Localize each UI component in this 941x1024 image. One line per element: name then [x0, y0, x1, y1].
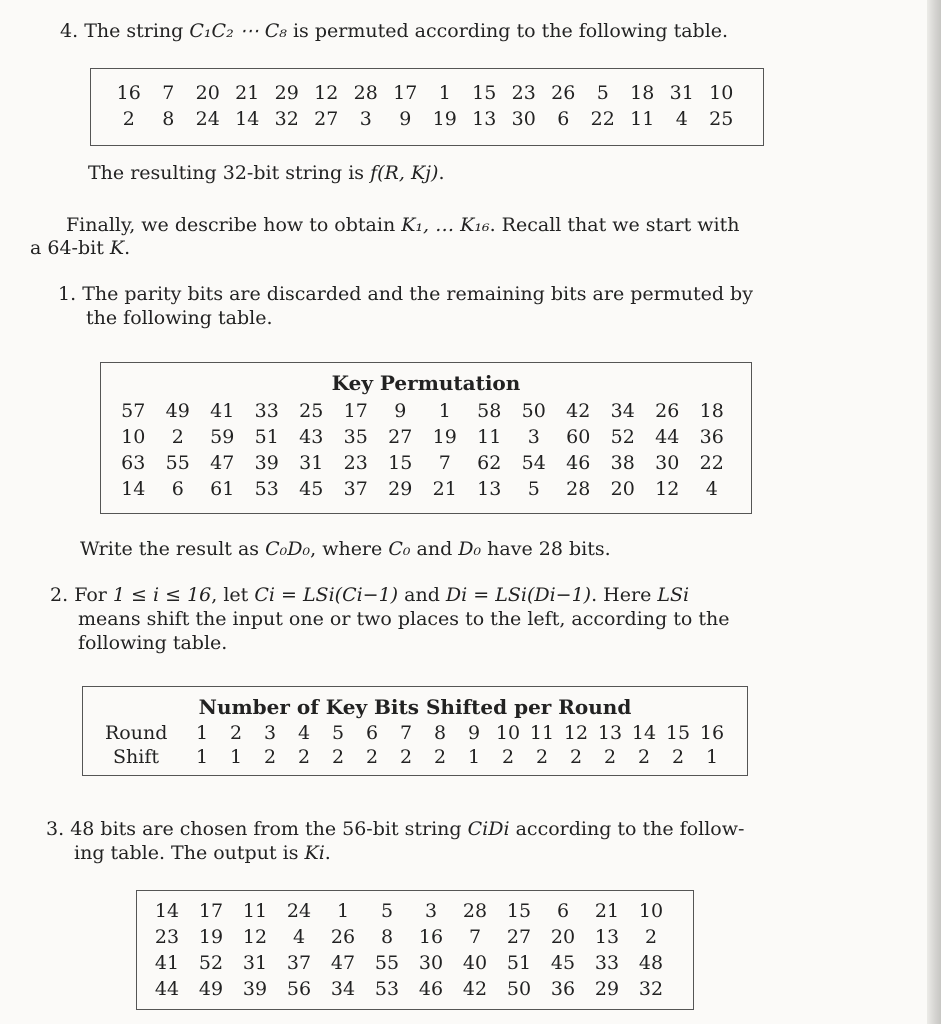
table-cell: 47	[210, 452, 235, 474]
text-segment: 48 bits are chosen from the 56-bit string	[70, 818, 468, 840]
table-cell: 13	[594, 926, 620, 948]
table-cell: 7	[468, 926, 482, 948]
table-cell: 18	[630, 82, 655, 104]
table-cell: 34	[330, 978, 356, 1000]
text-segment: For	[74, 584, 113, 606]
table-row	[111, 477, 734, 501]
table-row	[109, 81, 741, 105]
text-segment: is permuted according to the following table.	[286, 20, 729, 42]
table-cell: 36	[699, 426, 724, 448]
table-cell: 2	[644, 926, 658, 948]
table-title: Number of Key Bits Shifted per Round	[198, 695, 632, 719]
table-cell: 23	[511, 82, 536, 104]
table-cell: 13	[477, 478, 502, 500]
table-cell: 26	[655, 400, 680, 422]
table-cell: 55	[374, 952, 400, 974]
table-cell: 25	[299, 400, 324, 422]
table-cell: 39	[254, 452, 279, 474]
text-segment: . Here	[591, 584, 658, 606]
table-cell: 11	[477, 426, 502, 448]
table-cell: 33	[254, 400, 279, 422]
table-cell: 10	[495, 722, 521, 744]
item-number: 2.	[50, 584, 69, 606]
text-segment: The resulting 32-bit string is	[88, 162, 371, 184]
table-cell: 20	[195, 82, 220, 104]
table-cell: 41	[210, 400, 235, 422]
table-cell: 39	[242, 978, 268, 1000]
table-cell: 4	[292, 926, 306, 948]
table-cell: 11	[242, 900, 268, 922]
text-segment: Write the result as	[80, 538, 266, 560]
table-cell: 3	[424, 900, 438, 922]
table-cell: 37	[343, 478, 368, 500]
page-edge-shadow	[927, 0, 941, 1024]
table-cell: 37	[286, 952, 312, 974]
table-cell: 2	[671, 746, 685, 768]
table-cell: 26	[330, 926, 356, 948]
table-cell: 4	[297, 722, 311, 744]
table-cell: 30	[418, 952, 444, 974]
table-cell: 42	[566, 400, 591, 422]
step1-line-1	[58, 283, 753, 306]
table-cell: 28	[462, 900, 488, 922]
table-cell: 36	[550, 978, 576, 1000]
table-cell: 23	[154, 926, 180, 948]
table-cell: 5	[380, 900, 394, 922]
table-cell: 2	[535, 746, 549, 768]
finally-line-2	[30, 237, 130, 260]
text-segment: .	[124, 237, 131, 259]
table-cell: 53	[254, 478, 279, 500]
table-cell: 11	[630, 108, 655, 130]
item4-line	[60, 20, 728, 43]
table-cell: 1	[195, 722, 209, 744]
table-cell: 52	[198, 952, 224, 974]
text-segment: have 28 bits.	[481, 538, 611, 560]
table-cell: 2	[229, 722, 243, 744]
table-cell: 1	[705, 746, 719, 768]
table-row	[145, 977, 673, 1001]
text-segment: , where	[310, 538, 389, 560]
table-cell: 54	[521, 452, 546, 474]
table-cell: 10	[638, 900, 664, 922]
table-cell: 2	[365, 746, 379, 768]
table-cell: 48	[638, 952, 664, 974]
table-cell: 28	[353, 82, 378, 104]
table-cell: 3	[527, 426, 540, 448]
table-cell: 16	[116, 82, 141, 104]
table-cell: 30	[511, 108, 536, 130]
write-result-line	[80, 538, 611, 561]
table-cell: 30	[655, 452, 680, 474]
table-cell: 16	[418, 926, 444, 948]
table-cell: 3	[263, 722, 277, 744]
table-cell: 59	[210, 426, 235, 448]
table-cell: 2	[569, 746, 583, 768]
table-cell: 15	[472, 82, 497, 104]
shift-row	[185, 745, 729, 769]
table-cell: 1	[195, 746, 209, 768]
table-cell: 6	[556, 900, 570, 922]
text-segment: .	[438, 162, 445, 184]
table-cell: 12	[242, 926, 268, 948]
table-row	[145, 925, 673, 949]
key-shift-table	[82, 686, 748, 776]
step2-line-2	[78, 608, 729, 631]
table-cell: 13	[597, 722, 623, 744]
table-cell: 2	[399, 746, 413, 768]
table-cell: 52	[610, 426, 635, 448]
table-cell: 19	[432, 426, 457, 448]
row-label-shift: Shift	[113, 746, 159, 768]
table-cell: 18	[699, 400, 724, 422]
table-cell: 9	[399, 108, 412, 130]
table-cell: 42	[462, 978, 488, 1000]
table-cell: 53	[374, 978, 400, 1000]
finally-line-1	[66, 214, 740, 237]
table-cell: 3	[359, 108, 372, 130]
table-cell: 61	[210, 478, 235, 500]
table-cell: 56	[286, 978, 312, 1000]
table-cell: 46	[418, 978, 444, 1000]
text-segment: , let	[211, 584, 255, 606]
table-cell: 45	[550, 952, 576, 974]
table-cell: 12	[655, 478, 680, 500]
table-row	[111, 425, 734, 449]
table-cell: 49	[198, 978, 224, 1000]
math-expression: C₁C₂ ⋯ C₈	[189, 20, 287, 42]
table-cell: 49	[165, 400, 190, 422]
math-expression: f(R, Kj)	[370, 162, 439, 184]
table-cell: 5	[331, 722, 345, 744]
table-cell: 31	[299, 452, 324, 474]
table-cell: 26	[551, 82, 576, 104]
table-cell: 40	[462, 952, 488, 974]
table-cell: 28	[566, 478, 591, 500]
text-segment: Finally, we describe how to obtain	[66, 214, 402, 236]
table-cell: 9	[394, 400, 407, 422]
table-cell: 57	[121, 400, 146, 422]
table-cell: 29	[594, 978, 620, 1000]
result-line	[88, 162, 444, 185]
table-cell: 21	[594, 900, 620, 922]
table-cell: 62	[477, 452, 502, 474]
table-cell: 2	[501, 746, 515, 768]
table-cell: 44	[655, 426, 680, 448]
table-cell: 5	[596, 82, 609, 104]
table-cell: 1	[229, 746, 243, 768]
table-cell: 23	[343, 452, 368, 474]
table-cell: 29	[274, 82, 299, 104]
table-cell: 15	[388, 452, 413, 474]
table-cell: 50	[506, 978, 532, 1000]
table-cell: 2	[433, 746, 447, 768]
step2-line-1	[50, 584, 689, 607]
item-number: 3.	[46, 818, 65, 840]
text-segment: means shift the input one or two places to the left, according to the	[78, 608, 730, 630]
math-expression: 1 ≤ i ≤ 16	[112, 584, 212, 606]
table-cell: 46	[566, 452, 591, 474]
table-cell: 55	[165, 452, 190, 474]
text-segment: a 64-bit	[30, 237, 110, 259]
table-cell: 20	[610, 478, 635, 500]
table-cell: 8	[380, 926, 394, 948]
table-cell: 14	[631, 722, 657, 744]
table-cell: 6	[557, 108, 570, 130]
math-expression: LSi	[657, 584, 690, 606]
step3-line-1	[46, 818, 744, 841]
table-cell: 19	[198, 926, 224, 948]
table-cell: 60	[566, 426, 591, 448]
table-cell: 4	[675, 108, 688, 130]
table-cell: 34	[610, 400, 635, 422]
table-cell: 31	[669, 82, 694, 104]
step1-line-2	[86, 307, 272, 330]
table-cell: 5	[527, 478, 540, 500]
table-cell: 19	[432, 108, 457, 130]
table-cell: 1	[336, 900, 350, 922]
table-cell: 4	[705, 478, 718, 500]
table-cell: 33	[594, 952, 620, 974]
text-segment: ing table. The output is	[74, 842, 305, 864]
table-cell: 13	[472, 108, 497, 130]
table-cell: 2	[171, 426, 184, 448]
text-segment: . Recall that we start with	[489, 214, 740, 236]
table-cell: 2	[297, 746, 311, 768]
table-cell: 2	[122, 108, 135, 130]
table-cell: 58	[477, 400, 502, 422]
table-cell: 27	[388, 426, 413, 448]
table-cell: 20	[550, 926, 576, 948]
table-cell: 1	[467, 746, 481, 768]
table-cell: 24	[195, 108, 220, 130]
table-row	[111, 451, 734, 475]
table-cell: 22	[699, 452, 724, 474]
table-cell: 17	[393, 82, 418, 104]
table-cell: 21	[432, 478, 457, 500]
table-cell: 12	[314, 82, 339, 104]
table-cell: 38	[610, 452, 635, 474]
round-row	[185, 721, 729, 745]
math-expression: K	[109, 237, 125, 259]
table-cell: 6	[171, 478, 184, 500]
table-cell: 2	[603, 746, 617, 768]
table-cell: 9	[467, 722, 481, 744]
math-expression: Di = LSi(Di−1)	[445, 584, 592, 606]
table-cell: 12	[563, 722, 589, 744]
table-cell: 8	[162, 108, 175, 130]
table-cell: 47	[330, 952, 356, 974]
table-cell: 43	[299, 426, 324, 448]
table-cell: 35	[343, 426, 368, 448]
p-permutation-table	[90, 68, 764, 146]
text-segment: The string	[84, 20, 190, 42]
item-number: 4.	[60, 20, 79, 42]
table-cell: 17	[343, 400, 368, 422]
text-segment: the following table.	[86, 307, 273, 329]
table-cell: 22	[590, 108, 615, 130]
table-cell: 51	[254, 426, 279, 448]
table-cell: 14	[154, 900, 180, 922]
text-segment: and	[410, 538, 459, 560]
math-expression: K₁, … K₁₆	[401, 214, 490, 236]
math-expression: Ki	[304, 842, 325, 864]
table-cell: 10	[709, 82, 734, 104]
table-row	[145, 951, 673, 975]
table-cell: 27	[314, 108, 339, 130]
text-segment: according to the follow-	[509, 818, 745, 840]
table-cell: 8	[433, 722, 447, 744]
table-row	[145, 899, 673, 923]
table-cell: 31	[242, 952, 268, 974]
math-expression: C₀D₀	[265, 538, 311, 560]
table-cell: 27	[506, 926, 532, 948]
math-expression: Ci = LSi(Ci−1)	[254, 584, 399, 606]
table-cell: 10	[121, 426, 146, 448]
table-cell: 2	[331, 746, 345, 768]
table-cell: 14	[121, 478, 146, 500]
table-cell: 51	[506, 952, 532, 974]
table-cell: 32	[274, 108, 299, 130]
text-segment: following table.	[78, 632, 228, 654]
table-row	[111, 399, 734, 423]
step3-line-2	[74, 842, 331, 865]
text-segment: and	[398, 584, 446, 606]
table-cell: 21	[235, 82, 260, 104]
table-cell: 16	[699, 722, 725, 744]
table-row	[109, 107, 741, 131]
table-cell: 14	[235, 108, 260, 130]
math-expression: D₀	[458, 538, 482, 560]
table-cell: 44	[154, 978, 180, 1000]
table-cell: 1	[438, 400, 451, 422]
table-cell: 7	[162, 82, 175, 104]
row-label-round: Round	[105, 722, 168, 744]
table-cell: 25	[709, 108, 734, 130]
table-cell: 11	[529, 722, 555, 744]
table-cell: 24	[286, 900, 312, 922]
key-permutation-table	[100, 362, 752, 514]
table-title: Key Permutation	[331, 371, 521, 395]
table-cell: 1	[438, 82, 451, 104]
table-cell: 32	[638, 978, 664, 1000]
table-cell: 29	[388, 478, 413, 500]
math-expression: CiDi	[467, 818, 510, 840]
table-cell: 45	[299, 478, 324, 500]
item-number: 1.	[58, 283, 77, 305]
table-cell: 41	[154, 952, 180, 974]
table-cell: 2	[263, 746, 277, 768]
table-cell: 15	[665, 722, 691, 744]
step2-line-3	[78, 632, 227, 655]
pc2-table	[136, 890, 694, 1010]
text-segment: The parity bits are discarded and the remaining bits are permuted by	[82, 283, 753, 305]
table-cell: 6	[365, 722, 379, 744]
table-cell: 2	[637, 746, 651, 768]
table-cell: 7	[399, 722, 413, 744]
table-cell: 7	[438, 452, 451, 474]
table-cell: 63	[121, 452, 146, 474]
text-segment: .	[324, 842, 331, 864]
math-expression: C₀	[388, 538, 411, 560]
table-cell: 17	[198, 900, 224, 922]
table-cell: 50	[521, 400, 546, 422]
table-cell: 15	[506, 900, 532, 922]
